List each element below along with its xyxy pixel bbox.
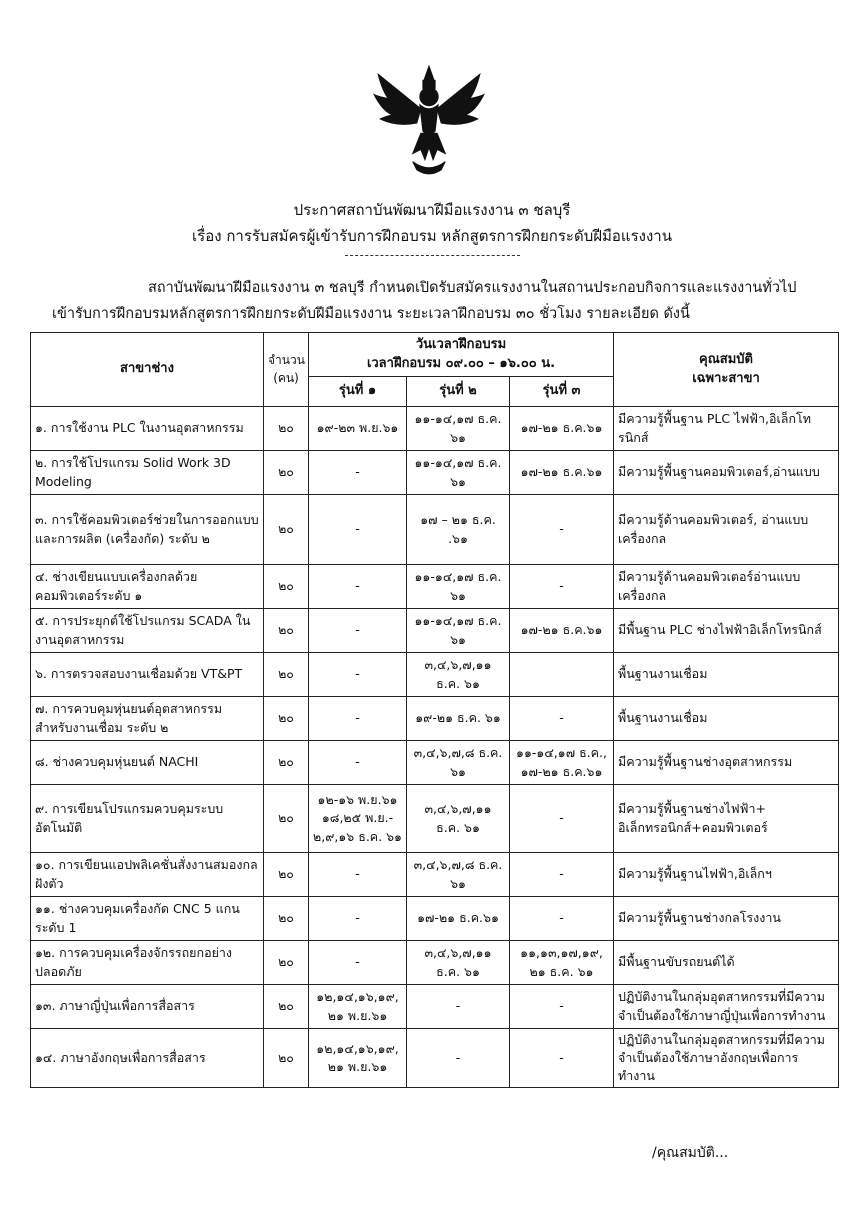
table-row	[31, 451, 839, 495]
table-row	[31, 609, 839, 653]
group-2-cell: ๓,๔,๖,๗,๑๑ ธ.ค. ๖๑	[407, 653, 510, 697]
table-row	[31, 985, 839, 1029]
announcement-subject: เรื่อง การรับสมัครผู้เข้ารับการฝึกอบรม หลักสูตรการฝึกยกระดับฝีมือแรงงาน	[192, 227, 672, 245]
group-3-cell: ๑๗-๒๑ ธ.ค.๖๑	[510, 407, 614, 451]
group-1-cell: ๑๒,๑๔,๑๖,๑๙, ๒๑ พ.ย.๖๑	[309, 985, 407, 1029]
group-3-cell: -	[510, 897, 614, 941]
course-cell: ๑๑. ช่างควบคุมเครื่องกัด CNC 5 แกน ระดับ 1	[31, 897, 264, 941]
qualification-cell: มีความรู้ด้านคอมพิวเตอร์, อ่านแบบเครื่องกล	[614, 495, 839, 565]
group-3-cell: -	[510, 697, 614, 741]
group-2-cell: ๓,๔,๖,๗,๘ ธ.ค. ๖๑	[407, 853, 510, 897]
group-2-cell: ๑๑-๑๔,๑๗ ธ.ค. ๖๑	[407, 451, 510, 495]
group-1-cell: ๑๙-๒๓ พ.ย.๖๑	[309, 407, 407, 451]
group-1-cell: -	[309, 609, 407, 653]
course-cell: ๔. ช่างเขียนแบบเครื่องกลด้วยคอมพิวเตอร์ระดับ ๑	[31, 565, 264, 609]
qualification-cell: มีความรู้พื้นฐานช่างอุตสาหกรรม	[614, 741, 839, 785]
intro-line-2: เข้ารับการฝึกอบรมหลักสูตรการฝึกยกระดับฝีมือแรงงาน ระยะเวลาฝึกอบรม ๓๐ ชั่วโมง รายละเอียด ดังนี้	[52, 306, 690, 322]
count-cell: ๒๐	[264, 985, 309, 1029]
table-row	[31, 697, 839, 741]
course-cell: ๑. การใช้งาน PLC ในงานอุตสาหกรรม	[31, 407, 264, 451]
count-cell: ๒๐	[264, 697, 309, 741]
course-cell: ๑๓. ภาษาญี่ปุ่นเพื่อการสื่อสาร	[31, 985, 264, 1029]
table-row	[31, 741, 839, 785]
qualification-cell: มีความรู้พื้นฐาน PLC ไฟฟ้า,อิเล็กโทรนิกส์	[614, 407, 839, 451]
course-cell: ๑๔. ภาษาอังกฤษเพื่อการสื่อสาร	[31, 1029, 264, 1088]
group-1-cell: -	[309, 897, 407, 941]
group-3-cell: -	[510, 785, 614, 853]
header-group-1: รุ่นที่ ๑	[309, 377, 407, 407]
group-3-cell: ๑๗-๒๑ ธ.ค.๖๑	[510, 451, 614, 495]
group-3-cell: -	[510, 985, 614, 1029]
group-3-cell: ๑๑,๑๓,๑๗,๑๙, ๒๑ ธ.ค. ๖๑	[510, 941, 614, 985]
count-cell: ๒๐	[264, 565, 309, 609]
header-qualification: คุณสมบัติ เฉพาะสาขา	[614, 333, 839, 407]
qualification-cell: มีพื้นฐาน PLC ช่างไฟฟ้าอิเล็กโทรนิกส์	[614, 609, 839, 653]
group-1-cell: -	[309, 853, 407, 897]
qualification-cell: มีความรู้ด้านคอมพิวเตอร์อ่านแบบเครื่องกล	[614, 565, 839, 609]
group-3-cell: -	[510, 565, 614, 609]
table-row	[31, 495, 839, 565]
group-2-cell: -	[407, 985, 510, 1029]
qualification-cell: มีความรู้พื้นฐานช่างกลโรงงาน	[614, 897, 839, 941]
garuda-emblem-icon	[368, 60, 490, 182]
group-2-cell: ๑๗ – ๒๑ ธ.ค. .๖๑	[407, 495, 510, 565]
group-1-cell: -	[309, 941, 407, 985]
qualification-cell: มีความรู้พื้นฐานคอมพิวเตอร์,อ่านแบบ	[614, 451, 839, 495]
count-cell: ๒๐	[264, 1029, 309, 1088]
group-3-cell	[510, 653, 614, 697]
group-1-cell: ๑๒-๑๖ พ.ย.๖๑ ๑๘,๒๕ พ.ย.- ๒,๙,๑๖ ธ.ค. ๖๑	[309, 785, 407, 853]
count-cell: ๒๐	[264, 609, 309, 653]
group-3-cell: ๑๗-๒๑ ธ.ค.๖๑	[510, 609, 614, 653]
header-branch: สาขาช่าง	[31, 333, 264, 407]
header-group-3: รุ่นที่ ๓	[510, 377, 614, 407]
qualification-cell: ปฏิบัติงานในกลุ่มอุตสาหกรรมที่มีความจำเป็นต้องใช้ภาษาญี่ปุ่นเพื่อการทำงาน	[614, 985, 839, 1029]
group-2-cell: ๓,๔,๖,๗,๑๑ ธ.ค. ๖๑	[407, 785, 510, 853]
group-1-cell: -	[309, 697, 407, 741]
group-3-cell: -	[510, 853, 614, 897]
table-row	[31, 785, 839, 853]
course-cell: ๓. การใช้คอมพิวเตอร์ช่วยในการออกแบบและการผลิต (เครื่องกัด) ระดับ ๒	[31, 495, 264, 565]
count-cell: ๒๐	[264, 741, 309, 785]
group-1-cell: -	[309, 565, 407, 609]
table-row	[31, 407, 839, 451]
group-2-cell: ๓,๔,๖,๗,๘ ธ.ค. ๖๑	[407, 741, 510, 785]
group-3-cell: ๑๑-๑๔,๑๗ ธ.ค., ๑๗-๒๑ ธ.ค.๖๑	[510, 741, 614, 785]
qualification-cell: พื้นฐานงานเชื่อม	[614, 697, 839, 741]
course-cell: ๕. การประยุกต์ใช้โปรแกรม SCADA ในงานอุตสาหกรรม	[31, 609, 264, 653]
header-count: จำนวน (คน)	[264, 333, 309, 407]
group-1-cell: -	[309, 451, 407, 495]
course-cell: ๗. การควบคุมหุ่นยนต์อุตสาหกรรมสำหรับงานเชื่อม ระดับ ๒	[31, 697, 264, 741]
count-cell: ๒๐	[264, 451, 309, 495]
course-table	[30, 332, 839, 1088]
count-cell: ๒๐	[264, 785, 309, 853]
group-2-cell: ๑๑-๑๔,๑๗ ธ.ค. ๖๑	[407, 407, 510, 451]
table-row	[31, 941, 839, 985]
course-cell: ๘. ช่างควบคุมหุ่นยนต์ NACHI	[31, 741, 264, 785]
table-row	[31, 1029, 839, 1088]
header-dates: วันเวลาฝึกอบรม เวลาฝึกอบรม ๐๙.๐๐ – ๑๖.๐๐ น.	[309, 333, 614, 377]
group-2-cell: -	[407, 1029, 510, 1088]
qualification-cell: ปฏิบัติงานในกลุ่มอุตสาหกรรมที่มีความจำเป็นต้องใช้ภาษาอังกฤษเพื่อการทำงาน	[614, 1029, 839, 1088]
count-cell: ๒๐	[264, 941, 309, 985]
qualification-cell: มีพื้นฐานขับรถยนต์ได้	[614, 941, 839, 985]
group-2-cell: ๑๗-๒๑ ธ.ค.๖๑	[407, 897, 510, 941]
course-cell: ๑๐. การเขียนแอปพลิเคชั่นสั่งงานสมองกลฝังตัว	[31, 853, 264, 897]
course-cell: ๑๒. การควบคุมเครื่องจักรรถยกอย่างปลอดภัย	[31, 941, 264, 985]
table-row	[31, 653, 839, 697]
qualification-cell: มีความรู้พื้นฐานไฟฟ้า,อิเล็กฯ	[614, 853, 839, 897]
header-group-2: รุ่นที่ ๒	[407, 377, 510, 407]
group-1-cell: ๑๒,๑๔,๑๖,๑๙, ๒๑ พ.ย.๖๑	[309, 1029, 407, 1088]
table-row	[31, 853, 839, 897]
group-2-cell: ๑๑-๑๔,๑๗ ธ.ค. ๖๑	[407, 565, 510, 609]
table-row	[31, 565, 839, 609]
count-cell: ๒๐	[264, 495, 309, 565]
course-cell: ๙. การเขียนโปรแกรมควบคุมระบบอัตโนมัติ	[31, 785, 264, 853]
qualification-cell: มีความรู้พื้นฐานช่างไฟฟ้า+ อิเล็กทรอนิกส์+คอมพิวเตอร์	[614, 785, 839, 853]
course-cell: ๖. การตรวจสอบงานเชื่อมด้วย VT&PT	[31, 653, 264, 697]
group-1-cell: -	[309, 653, 407, 697]
table-row	[31, 897, 839, 941]
count-cell: ๒๐	[264, 853, 309, 897]
group-2-cell: ๑๙-๒๑ ธ.ค. ๖๑	[407, 697, 510, 741]
group-2-cell: ๓,๔,๖,๗,๑๑ ธ.ค. ๖๑	[407, 941, 510, 985]
group-3-cell: -	[510, 1029, 614, 1088]
count-cell: ๒๐	[264, 407, 309, 451]
continued-note: /คุณสมบัติ...	[652, 1145, 729, 1161]
group-1-cell: -	[309, 495, 407, 565]
group-1-cell: -	[309, 741, 407, 785]
intro-line-1: สถาบันพัฒนาฝีมือแรงงาน ๓ ชลบุรี กำหนดเปิดรับสมัครแรงงานในสถานประกอบกิจการและแรงงานทั่วไป	[148, 280, 797, 296]
divider	[345, 255, 520, 256]
group-3-cell: -	[510, 495, 614, 565]
qualification-cell: พื้นฐานงานเชื่อม	[614, 653, 839, 697]
announcement-title: ประกาศสถาบันพัฒนาฝีมือแรงงาน ๓ ชลบุรี	[293, 201, 571, 219]
course-cell: ๒. การใช้โปรแกรม Solid Work 3D Modeling	[31, 451, 264, 495]
count-cell: ๒๐	[264, 653, 309, 697]
group-2-cell: ๑๑-๑๔,๑๗ ธ.ค. ๖๑	[407, 609, 510, 653]
count-cell: ๒๐	[264, 897, 309, 941]
